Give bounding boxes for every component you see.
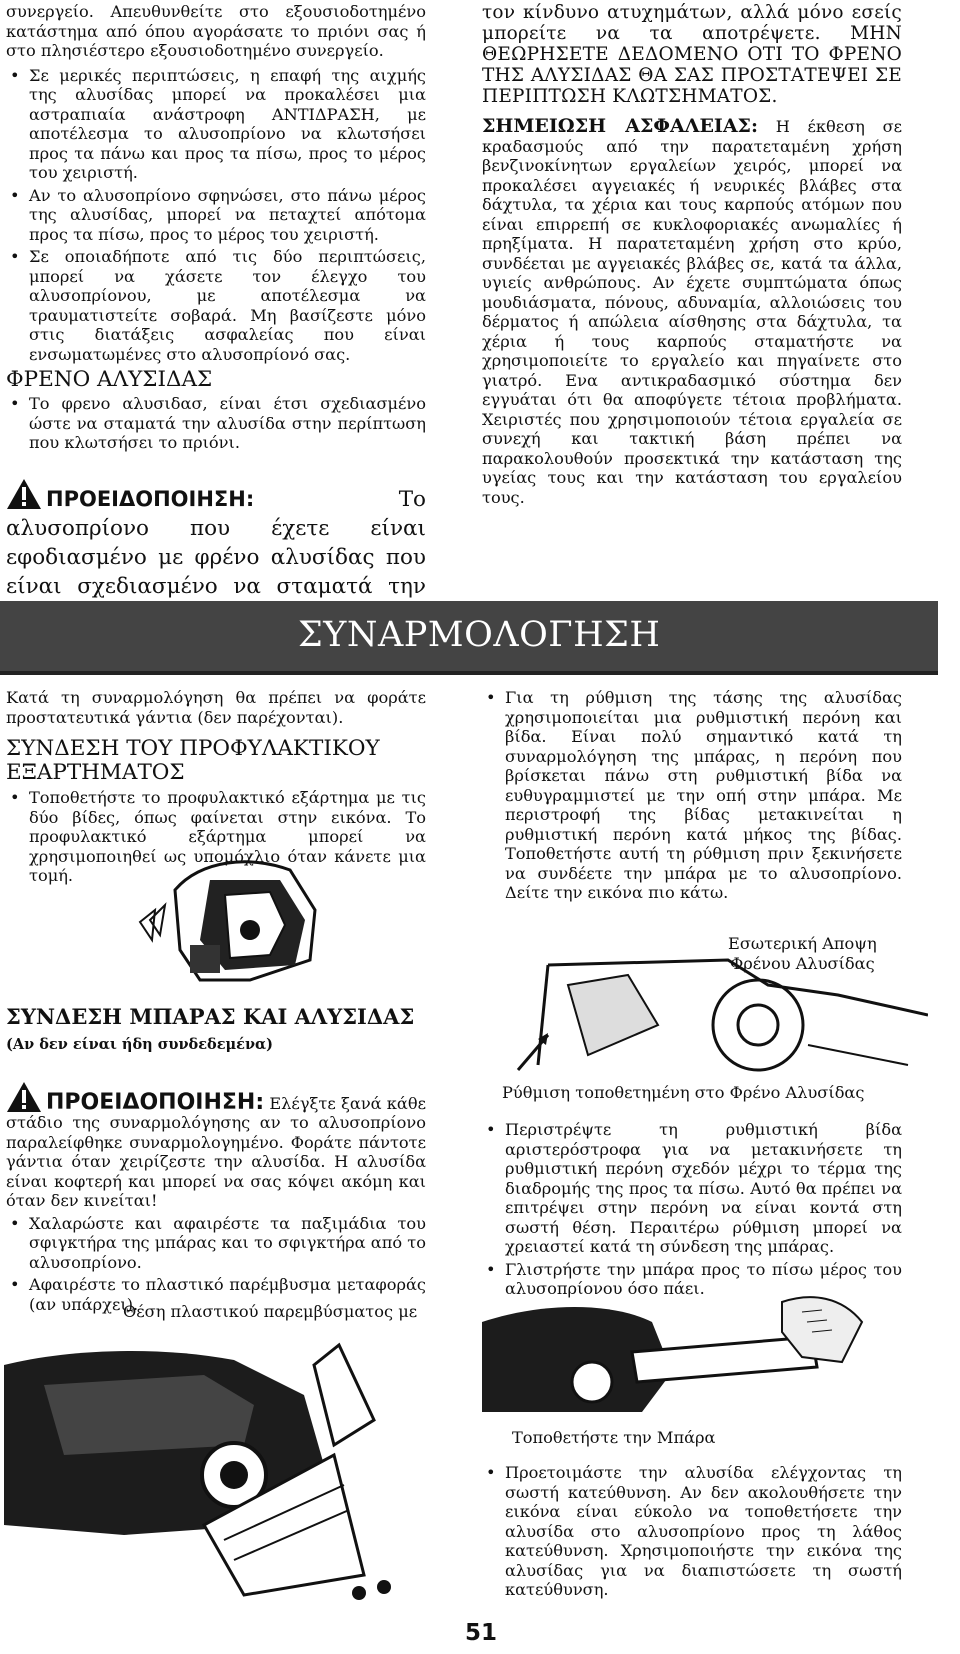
warning-label: ΠΡΟΕΙΔΟΠΟΙΗΣΗ:: [46, 1089, 265, 1115]
safety-note: [482, 117, 902, 507]
chain-brake-bullets: [6, 394, 426, 453]
list-item: • Προετοιμάστε την αλυσίδα ελέγχοντας τη σωστή κατεύθυνση. Αν δεν ακολουθήσετε την εικόνα είναι εύκολο να τοποθετήσετε την αλυσίδα στο αλυσοπρίονο προς τη λάθος κατεύθυνση. Χρησιμοποιήστε την εικόνα της αλυσίδας για να διαπιστώσετε τη σωστή κατεύθυνση.: [482, 1463, 902, 1600]
plastic-spacer-figure: [4, 1325, 424, 1615]
spacer-figure-caption: Θέση πλαστικού παρεμβύσματος με: [123, 1302, 418, 1321]
warning-text: Ελέγξτε ξανά κάθε στάδιο της συναρμολόγησης αν το αλυσοπρίονο παραλείφθηκε συναρμολογημένο. Φοράτε πάντοτε γάντια όταν χειρίζεστε την αλυσίδα. Η αλυσίδα είναι κοφτερή και μπορεί να σας κόψει ακόμη και όταν δεν κινείται!: [6, 1093, 426, 1210]
warning-icon: [6, 478, 42, 510]
list-item: • Χαλαρώστε και αφαιρέστε τα παξιμάδια του σφιγκτήρα της μπάρας και το σφιγκτήρα από το αλυσοπρίονο.: [6, 1214, 426, 1273]
guard-attachment-figure: [130, 850, 330, 990]
left-top-column: [6, 2, 426, 659]
list-item: • Γλιστρήστε την μπάρα προς το πίσω μέρος του αλυσοπρίονου όσο πάει.: [482, 1260, 902, 1299]
page-number: 51: [465, 1620, 498, 1646]
warning-block-2: [6, 1081, 426, 1211]
bar-chain-section: [6, 1005, 426, 1317]
list-item: • Περιστρέψτε τη ρυθμιστική βίδα αριστερόστροφα για να μετακινήσετε τη ρυθμιστική περόνη σχεδόν μέχρι το τέρμα της διαδρομής της προς τα πίσω. Αυτό θα πρέπει να επιτρέψει στην περόνη να είναι κοντά στη σωστή θέση. Περαιτέρω ρύθμιση μπορεί να χρειαστεί κατά τη σύνδεση της μπάρας.: [482, 1120, 902, 1257]
warning-label: ΠΡΟΕΙΔΟΠΟΙΗΣΗ:: [46, 486, 255, 511]
brake-figure-label-line2: Φρένου Αλυσίδας: [730, 953, 875, 973]
safety-label: ΣΗΜΕΙΩΣΗ ΑΣΦΑΛΕΙΑΣ:: [482, 115, 759, 137]
right-bottom-column-2: [482, 1120, 902, 1302]
list-item: • Τοποθετήστε το προφυλακτικό εξάρτημα με τις δύο βίδες, όπως φαίνεται στην εικόνα. Το προφυλακτικό εξάρτημα μπορεί να χρησιμοποιηθεί ως υπομόχλιο όταν κάνετε μια τομή.: [6, 788, 426, 886]
chain-direction-bullets: [482, 1463, 902, 1600]
banner-title: ΣΥΝΑΡΜΟΛΟΓΗΣΗ: [298, 615, 661, 655]
intro-paragraph: συνεργείο. Απευθυνθείτε στο εξουσιοδοτημένο κατάστημα από όπου αγοράσατε το πριόνι σας ή στο πλησιέστερο εξουσιοδοτημένο συνεργείο.: [6, 2, 426, 60]
bar-chain-heading: ΣΥΝΔΕΣΗ ΜΠΑΡΑΣ ΚΑΙ ΑΛΥΣΙΔΑΣ: [6, 1004, 415, 1029]
chain-brake-heading: ΦΡΕΝΟ ΑΛΥΣΙΔΑΣ: [6, 367, 213, 392]
list-item: • Αν το αλυσοπρίονο σφηνώσει, στο πάνω μέρος της αλυσίδας, μπορεί να πεταχτεί απότομα προς τα πίσω, προς το μέρος του χειριστή.: [6, 186, 426, 245]
list-item: • Σε οποιαδήποτε από τις δύο περιπτώσεις, μπορεί να χάσετε τον έλεγχο του αλυσοπρίονου, με αποτέλεσμα να τραυματιστείτε σοβαρά. Μη βασίζεστε μόνο στις διατάξεις ασφαλείας που είναι ενσωματωμένες στο αλυσοπρίονό σας.: [6, 247, 426, 364]
bar-chain-subheading: (Αν δεν είναι ήδη συνδεδεμένα): [6, 1036, 274, 1053]
brake-figure-caption: Ρύθμιση τοποθετημένη στο Φρένο Αλυσίδας: [502, 1083, 865, 1102]
warning-text: Το αλυσοπρίονο που έχετε είναι εφοδιασμένο με φρένο αλυσίδας που είναι σχεδιασμένο να σταματά την: [6, 486, 426, 599]
bar-removal-bullets: [6, 1214, 426, 1315]
brake-caps-paragraph: τον κίνδυνο ατυχημάτων, αλλά μόνο εσείς μπορείτε να τα αποτρέψετε. ΜΗΝ ΘΕΩΡΗΣΕΤΕ ΔΕΔΟΜΕΝΟ ΟΤΙ ΤΟ ΦΡΕΝΟ ΤΗΣ ΑΛΥΣΙΔΑΣ ΘΑ ΣΑΣ ΠΡΟΣΤΑΤΕΨΕΙ ΣΕ ΠΕΡΙΠΤΩΣΗ ΚΛΩΤΣΗΜΑΤΟΣ.: [482, 2, 902, 107]
list-item: • Για τη ρύθμιση της τάσης της αλυσίδας χρησιμοποιείται μια ρυθμιστική περόνη και βίδα. Είναι πολύ σημαντικό κατά τη συναρμολόγηση της μπάρας, η περόνη που βρίσκεται πάνω στη ρυθμιστική βίδα να ευθυγραμμιστεί με την οπή στην μπάρα. Με περιστροφή της βίδας μετακινείται η ρυθμιστική περόνη κατά μήκος της βίδας. Τοποθετήστε αυτή τη ρύθμιση πριν ξεκινήσετε να συνδέετε την μπάρα με το αλυσοπρίονο. Δείτε την εικόνα πιο κάτω.: [482, 688, 902, 903]
section-banner: [0, 601, 938, 675]
fit-bar-figure: [482, 1292, 902, 1422]
bar-fit-bullets: [482, 1120, 902, 1299]
safety-text: Η έκθεση σε κραδασμούς από την παρατεταμένη χρήση βενζινοκίνητων εργαλείων χειρός, μπορεί να προκαλέσει αγγειακές ή νευρικές βλάβες στα δάχτυλα, τα χέρια και τους καρπούς ατόμων που είναι επιρρεπή σε κυκλοφοριακές ανωμαλίες ή πρηξίματα. Η παρατεταμένη χρήση στο κρύο, συνδέεται με αγγειακές βλάβες σε, κατά τα άλλα, υγιείς ανθρώπους. Αν έχετε συμπτώματα όπως μουδιάσματα, πόνους, αδυναμία, αλλοιώσεις του δέρματος ή απώλεια αίσθησης στα δάχτυλα, τα χέρια ή τους καρπούς σταματήστε να χρησιμοποιείτε το εργαλείο και πηγαίνετε στο γιατρό. Ενα αντικραδασμικό σύστημα δεν εγγυάται ότι θα αποφύγετε τέτοια προβλήματα. Χειριστές που χρησιμοποιούν τέτοια εργαλεία σε συνεχή και τακτική βάση πρέπει να παρακολουθούν προσεκτικά την κατάσταση της υγείας τους και την κατάσταση του εργαλείου τους.: [482, 117, 903, 507]
fit-bar-caption: Τοποθετήστε την Μπάρα: [512, 1428, 716, 1447]
warning-icon: [6, 1081, 42, 1113]
chain-brake-figure: [508, 955, 928, 1075]
list-item: • Σε μερικές περιπτώσεις, η επαφή της αιχμής της αλυσίδας μπορεί να προκαλέσει μια αστραπιαία ανάστροφη ΑΝΤΙΔΡΑΣΗ, με αποτέλεσμα το αλυσοπρίονο να κλωτσήσει προς τα πάνω και προς τα πίσω, προς το μέρος του χειριστή.: [6, 66, 426, 183]
right-bottom-column-3: [482, 1463, 902, 1603]
brake-figure-label-line1: Εσωτερική Αποψη: [728, 934, 877, 953]
guard-heading: ΣΥΝΔΕΣΗ ΤΟΥ ΠΡΟΦΥΛΑΚΤΙΚΟΥ ΕΞΑΡΤΗΜΑΤΟΣ: [6, 736, 380, 785]
list-item: • Αφαιρέστε το πλαστικό παρέμβυσμα μεταφοράς (αν υπάρχει).: [6, 1275, 426, 1314]
list-item: • Το φρενο αλυσιδασ, είναι έτσι σχεδιασμένο ώστε να σταματά την αλυσίδα στην περίπτωση που κλωτσήσει το πριόνι.: [6, 394, 426, 453]
right-bottom-column: [482, 688, 902, 906]
gloves-paragraph: Κατά τη συναρμολόγηση θα πρέπει να φοράτε προστατευτικά γάντια (δεν παρέχονται).: [6, 688, 426, 727]
kickback-bullets: [6, 66, 426, 365]
tension-bullets: [482, 688, 902, 903]
right-top-column: [482, 2, 902, 507]
